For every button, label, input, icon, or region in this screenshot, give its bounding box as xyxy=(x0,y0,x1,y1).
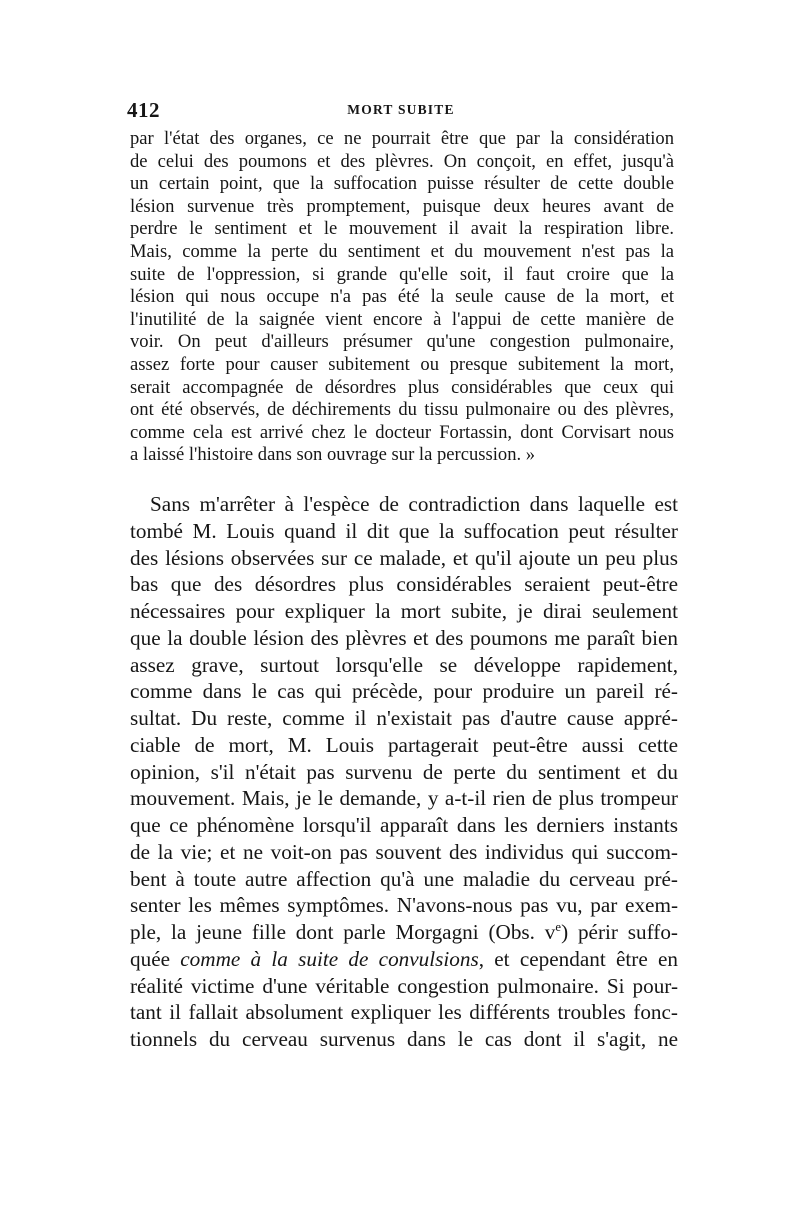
text-line: lésion survenue très promptement, puisque deux heures avant de xyxy=(130,195,674,217)
text-line: des lésions observées sur ce malade, et qu'il ajoute un peu plus xyxy=(130,545,678,570)
text-line: tombé M. Louis quand il dit que la suffocation peut résulter xyxy=(130,518,678,543)
page-header xyxy=(127,98,675,122)
text-line: senter les mêmes symptômes. N'avons-nous pas vu, par exem- xyxy=(130,893,678,918)
text-line: de la vie; et ne voit-on pas souvent des individus qui succom- xyxy=(130,839,678,864)
main-paragraph xyxy=(130,491,678,1053)
text-line: tionnels du cerveau survenus dans le cas dont il s'agit, ne xyxy=(130,1027,678,1051)
text-line: opinion, s'il n'était pas survenu de perte du sentiment et du xyxy=(130,759,678,784)
text-line: perdre le sentiment et le mouvement il avait la respiration libre. xyxy=(130,218,674,240)
text-line: comme cela est arrivé chez le docteur Fortassin, dont Corvisart nous xyxy=(130,421,674,443)
text-line: l'inutilité de la saignée vient encore à l'appui de cette manière de xyxy=(130,308,674,330)
text-line: ciable de mort, M. Louis partagerait peut-être aussi cette xyxy=(130,732,678,757)
text-line: serait accompagnée de désordres plus considérables que ceux qui xyxy=(130,376,674,398)
text-line-last: a laissé l'histoire dans son ouvrage sur la percussion. » xyxy=(130,444,536,466)
text-line: assez grave, surtout lorsqu'elle se développe rapidement, xyxy=(130,652,678,677)
quoted-passage xyxy=(130,128,674,467)
running-title: MORT SUBITE xyxy=(347,102,455,117)
text-line: mouvement. Mais, je le demande, y a-t-il rien de plus trompeur xyxy=(130,786,678,811)
text-line: comme dans le cas qui précède, pour produire un pareil ré- xyxy=(130,679,678,704)
text-fragment: , et cependant être en xyxy=(478,946,678,971)
text-fragment: ) périr suffo- xyxy=(561,920,678,944)
text-line: lésion qui nous occupe n'a pas été la seule cause de la mort, et xyxy=(130,286,674,308)
superscript: e xyxy=(555,919,562,934)
text-fragment: ple, la jeune fille dont parle Morgagni (Obs. v xyxy=(130,920,556,944)
text-line: tant il fallait absolument expliquer les différents troubles fonc- xyxy=(130,1000,678,1025)
text-line: assez forte pour causer subitement ou presque subitement la mort, xyxy=(130,353,674,375)
text-fragment: quée xyxy=(130,946,170,971)
text-line-with-italic xyxy=(130,946,678,973)
text-line: voir. On peut d'ailleurs présumer qu'une congestion pulmonaire, xyxy=(130,331,674,353)
text-line: réalité victime d'une véritable congestion pulmonaire. Si pour- xyxy=(130,973,678,998)
text-line-with-superscript xyxy=(130,919,678,946)
text-line: suite de l'oppression, si grande qu'elle soit, il faut croire que la xyxy=(130,263,674,285)
text-line: par l'état des organes, ce ne pourrait être que par la considération xyxy=(130,128,674,149)
text-line: ont été observés, de déchirements du tissu pulmonaire ou des plèvres, xyxy=(130,399,674,421)
page-number: 412 xyxy=(127,98,160,122)
text-line: sultat. Du reste, comme il n'existait pas d'autre cause appré- xyxy=(130,706,678,730)
text-line: Mais, comme la perte du sentiment et du mouvement n'est pas la xyxy=(130,240,674,262)
text-line: de celui des poumons et des plèvres. On conçoit, en effet, jusqu'à xyxy=(130,150,674,172)
text-line: que ce phénomène lorsqu'il apparaît dans les derniers instants xyxy=(130,813,678,837)
text-line: que la double lésion des plèvres et des poumons me paraît bien xyxy=(130,625,678,650)
italic-phrase: comme à la suite de convulsions xyxy=(180,946,479,971)
text-line: bas que des désordres plus considérables seraient peut-être xyxy=(130,572,678,597)
text-line: bent à toute autre affection qu'à une maladie du cerveau pré- xyxy=(130,866,678,891)
text-line: nécessaires pour expliquer la mort subite, je dirai seulement xyxy=(130,599,678,623)
text-line-first: Sans m'arrêter à l'espèce de contradiction dans laquelle est xyxy=(150,492,678,516)
text-line: un certain point, que la suffocation puisse résulter de cette double xyxy=(130,173,674,195)
